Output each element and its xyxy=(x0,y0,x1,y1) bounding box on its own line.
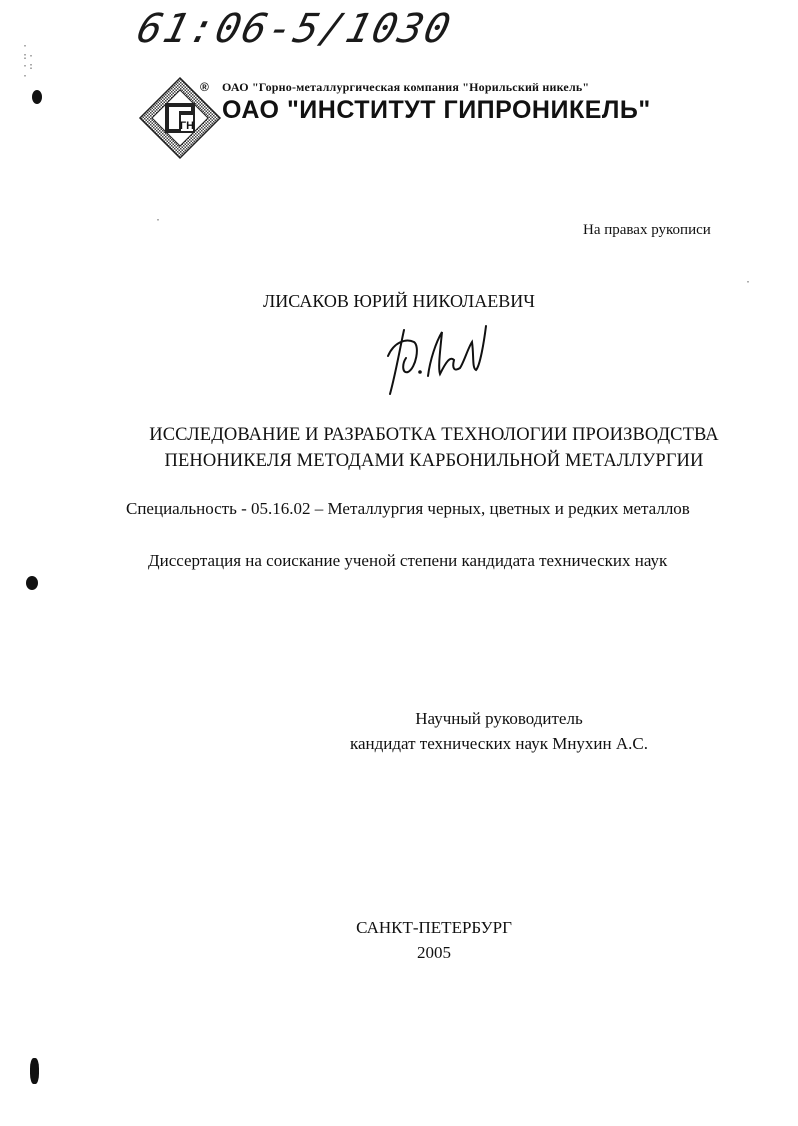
place-and-year xyxy=(0,915,798,965)
punch-hole-mark xyxy=(26,576,38,590)
author-name: ЛИСАКОВ ЮРИЙ НИКОЛАЕВИЧ xyxy=(263,291,535,311)
punch-hole-mark xyxy=(32,90,42,104)
city: САНКТ-ПЕТЕРБУРГ xyxy=(356,918,512,937)
company-logo-icon xyxy=(138,76,222,160)
logo-letters: ГН xyxy=(179,120,195,132)
scan-noise: · xyxy=(155,215,162,226)
author-signature-icon xyxy=(380,312,490,402)
institute-name: ОАО "ИНСТИТУТ ГИПРОНИКЕЛЬ" xyxy=(222,96,651,124)
parent-organization: ОАО "Горно-металлургическая компания "Норильский никель" xyxy=(222,80,590,94)
punch-hole-mark xyxy=(30,1058,39,1084)
supervisor-name: кандидат технических наук Мнухин А.С. xyxy=(349,734,648,753)
archive-code: 61:06-5/1030 xyxy=(132,6,457,52)
degree-statement: Диссертация на соискание ученой степени кандидата технических наук xyxy=(148,551,668,570)
dissertation-title xyxy=(0,422,798,474)
title-line: ИССЛЕДОВАНИЕ И РАЗРАБОТКА ТЕХНОЛОГИИ ПРОИЗВОДСТВА xyxy=(149,425,719,445)
year: 2005 xyxy=(417,943,451,962)
title-line: ПЕНОНИКЕЛЯ МЕТОДАМИ КАРБОНИЛЬНОЙ МЕТАЛЛУРГИИ xyxy=(164,451,704,471)
rights-note: На правах рукописи xyxy=(583,222,711,238)
scan-noise: · xyxy=(745,277,752,288)
supervisor-block xyxy=(334,706,664,756)
supervisor-role: Научный руководитель xyxy=(415,709,583,728)
scan-noise: · :· ·: · xyxy=(22,41,35,82)
registered-mark: ® xyxy=(200,80,209,94)
specialty: Специальность - 05.16.02 – Металлургия черных, цветных и редких металлов xyxy=(126,499,690,518)
